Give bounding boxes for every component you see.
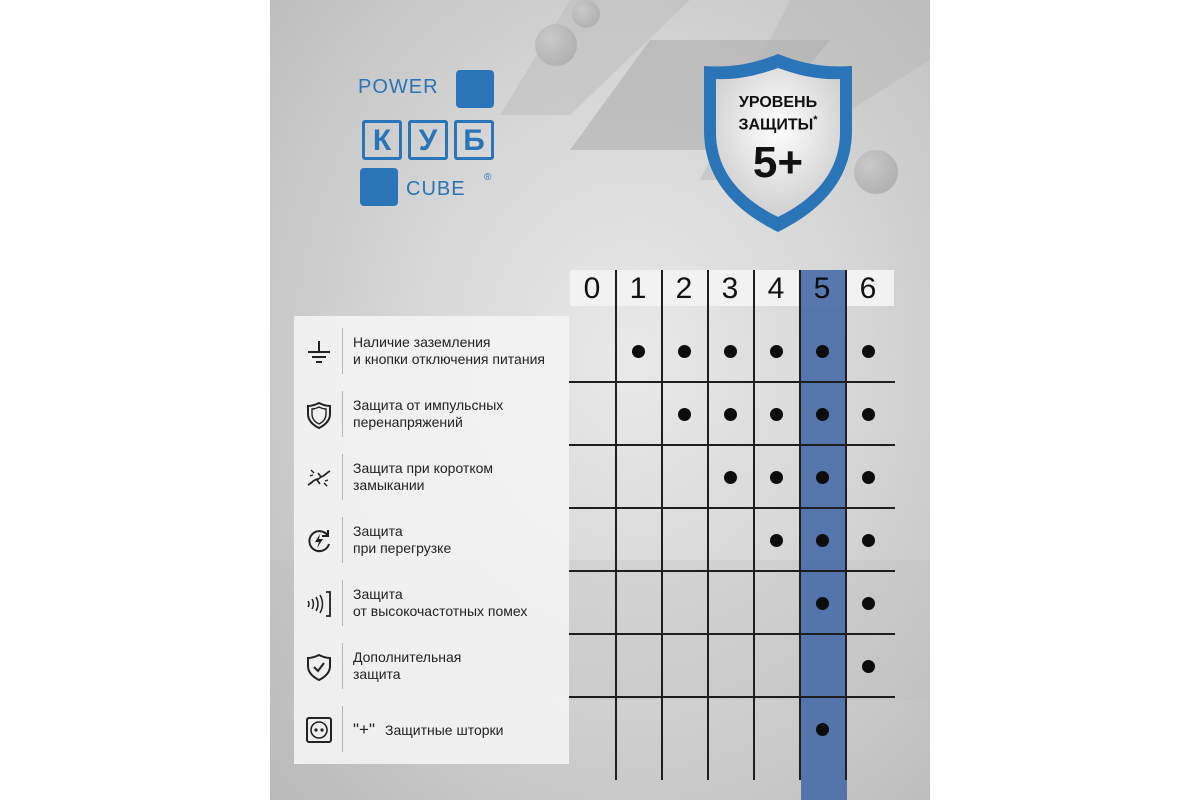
level-dot	[770, 534, 783, 547]
feature-row-overload	[294, 509, 569, 571]
level-dot	[862, 471, 875, 484]
level-dot	[724, 471, 737, 484]
feature-label-line: Наличие заземления	[353, 334, 491, 350]
level-dot	[632, 345, 645, 358]
logo-square	[360, 168, 398, 206]
feature-label	[353, 721, 568, 739]
logo-letter: Б	[454, 120, 494, 160]
grid-hline	[569, 444, 895, 446]
feature-label-line: Защита при коротком	[353, 460, 494, 476]
grid-hline	[569, 633, 895, 635]
feature-prefix: "+"	[353, 720, 375, 739]
feature-row-grounding	[294, 320, 569, 382]
ground-icon	[304, 337, 334, 367]
level-dot	[816, 408, 829, 421]
grid-vline	[661, 270, 663, 780]
feature-row-shutters	[294, 698, 569, 760]
grid-vline	[753, 270, 755, 780]
noise-filter-icon	[304, 589, 334, 619]
separator	[342, 328, 343, 374]
shield-check-icon	[304, 652, 334, 682]
feature-label	[353, 523, 568, 557]
grid-vline	[845, 270, 847, 780]
brand-logo	[356, 68, 516, 208]
feature-row-extra-protection	[294, 635, 569, 697]
feature-label-line: Защитные шторки	[385, 722, 504, 738]
logo-square	[456, 70, 494, 108]
logo-power-text: POWER	[358, 76, 439, 98]
feature-label-line: Дополнительная	[353, 649, 462, 665]
feature-label-line: перенапряжений	[353, 414, 463, 430]
level-dot	[816, 471, 829, 484]
short-circuit-icon	[304, 463, 334, 493]
level-dot	[770, 345, 783, 358]
level-label-6: 6	[859, 272, 877, 305]
grid-vline	[799, 270, 801, 780]
level-label-1: 1	[629, 272, 647, 305]
feature-label-line: защита	[353, 666, 401, 682]
badge-level: 5+	[752, 138, 804, 187]
badge-asterisk: *	[813, 114, 818, 126]
level-label-4: 4	[767, 272, 785, 305]
badge-subtitle-text: ЗАЩИТЫ	[738, 116, 814, 134]
shield-outline-icon	[304, 400, 334, 430]
badge-subtitle	[718, 114, 838, 134]
grid-hline	[569, 507, 895, 509]
feature-label-line: Защита	[353, 586, 403, 602]
feature-label	[353, 460, 568, 494]
separator	[342, 580, 343, 626]
deco-circle	[535, 24, 577, 66]
level-dot	[816, 534, 829, 547]
feature-row-hf-noise	[294, 572, 569, 634]
level-dot	[862, 660, 875, 673]
feature-label	[353, 334, 568, 368]
level-dot	[678, 345, 691, 358]
separator	[342, 643, 343, 689]
level-dot	[816, 597, 829, 610]
level-label-0: 0	[583, 272, 601, 305]
level-dot	[862, 534, 875, 547]
grid-hline	[569, 381, 895, 383]
protection-level-badge	[698, 52, 858, 234]
logo-letter: У	[408, 120, 448, 160]
feature-label	[353, 586, 568, 620]
separator	[342, 517, 343, 563]
overload-icon	[304, 526, 334, 556]
feature-row-short-circuit	[294, 446, 569, 508]
feature-label-line: Защита от импульсных	[353, 397, 504, 413]
level-dot	[724, 408, 737, 421]
logo-cube-text: CUBE	[406, 178, 466, 200]
grid-hline	[569, 696, 895, 698]
separator	[342, 706, 343, 752]
grid-vline	[615, 270, 617, 780]
feature-label-line: при перегрузке	[353, 540, 452, 556]
level-dot	[678, 408, 691, 421]
feature-row-surge	[294, 383, 569, 445]
level-dot	[770, 471, 783, 484]
level-dot	[816, 345, 829, 358]
deco-circle	[572, 0, 600, 28]
feature-label-line: от высокочастотных помех	[353, 603, 528, 619]
level-label-5: 5	[813, 272, 831, 305]
socket-icon	[304, 715, 334, 745]
separator	[342, 454, 343, 500]
feature-label	[353, 397, 568, 431]
level-dot	[862, 345, 875, 358]
level-dot	[862, 597, 875, 610]
grid-hline	[569, 570, 895, 572]
level-dot	[770, 408, 783, 421]
deco-circle	[854, 150, 898, 194]
feature-label-line: Защита	[353, 523, 403, 539]
separator	[342, 391, 343, 437]
level-dot	[724, 345, 737, 358]
feature-label-line: замыкании	[353, 477, 425, 493]
grid-vline	[707, 270, 709, 780]
badge-title: УРОВЕНЬ	[738, 94, 818, 111]
level-label-2: 2	[675, 272, 693, 305]
feature-label	[353, 649, 568, 683]
level-dot	[816, 723, 829, 736]
infographic	[270, 0, 930, 800]
feature-label-line: и кнопки отключения питания	[353, 351, 545, 367]
level-label-3: 3	[721, 272, 739, 305]
level-dot	[862, 408, 875, 421]
registered-mark: ®	[484, 172, 492, 183]
logo-letter: К	[362, 120, 402, 160]
